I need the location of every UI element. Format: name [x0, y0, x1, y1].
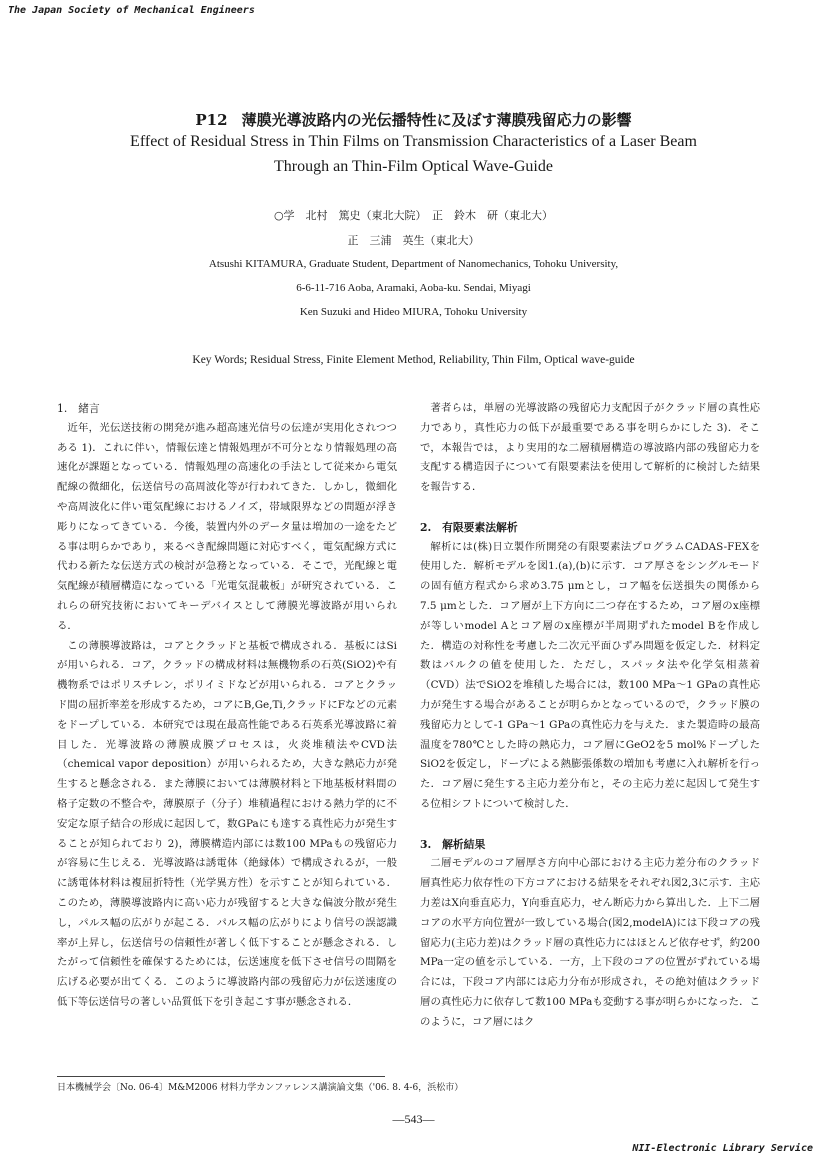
section-2-paragraph: 解析には(株)日立製作所開発の有限要素法プログラムCADAS-FEXを使用した．解析モデルを図1.(a),(b)に示す．コア厚さをシングルモードの固有値方程式から求め3.75 μmとし，コア幅を伝送損失の関係から7.5 μmとした．コア層が上下方向に二つ存在するため，コア層のx座標が等しいmodel Aとコア層のx座標が半周期ずれたmodel Bを作成した．構造の対称性を考慮した二次元平面ひずみ問題を仮定した．材料定数はバルクの値を使用した．ただし，スパッタ法や化学気相蒸着（CVD）法でSiO2を堆積した場合には，数100 MPa〜1 GPaの真性応力が発生する場合があることが明らかとなっているので，クラッド膜の残留応力として-1 GPa〜1 GPaの真性応力を与えた．また製造時の最高温度を780℃とした時の熱応力，コア層にGeO2を5 mol%ドープしたSiO2を仮定し，ドープによる熱膨張係数の増加も考慮に入れ解析を行った．コア層に発生する主応力差分布と，その主応力差に起因して発生する位相シフトについて検討した． — [420, 540, 760, 810]
right-column — [420, 399, 760, 1033]
section-1-paragraph-1: 近年，光伝送技術の開発が進み超高速光信号の伝達が実用化されつつある 1)．これに伴い，情報伝達と情報処理が不可分となり情報処理の高速化が課題となっている．情報処理の高速化の手法として従来から電気配線の微細化，伝送信号の高周波化等が行われてきた．しかし，微細化や高周波化に伴い電気配線におけるノイズ，帯域限界などの問題が浮き彫りになってきている．今後，装置内外のデータ量は増加の一途をたどる事は明らかであり，来るべき配線問題に対応すべく，電気配線方式に代わる新たな伝送方式の検討が急務となっている．そこで，光配線と電気配線が積層構造になっている「光電気混載板」が研究されている．これらの研究技術においてキーデバイスとして薄膜光導波路が用いられる． — [57, 421, 397, 632]
conference-footnote: 日本機械学会〔No. 06-4〕M&M2006 材料力学カンファレンス講演論文集（'06. 8. 4-6，浜松市） — [57, 1083, 464, 1093]
intro-continuation-paragraph: 著者らは，単層の光導波路の残留応力支配因子がクラッド層の真性応力であり，真性応力の低下が最重要である事を明らかにした 3)．そこで，本報告では，より実用的な二層積層構造の導波路内部の残留応力を支配する構造因子について有限要素法を使用して解析的に検討した結果を報告する． — [420, 402, 760, 494]
authors-jp-line1: ○学 北村 篤史（東北大院） 正 鈴木 研（東北大） — [273, 209, 554, 222]
section-3-paragraph: 二層モデルのコア層厚さ方向中心部における主応力差分布のクラッド層真性応力依存性の下方コアにおける結果をそれぞれ図2,3に示す．主応力差はX向垂直応力，Y向垂直応力，せん断応力から算出した．上下二層コアの水平方向位置が一致している場合(図2,modelA)には下段コアの残留応力(主応力差)はクラッド層の真性応力にはほとんど依存せず，約200 MPa一定の値を示している．一方，上下段のコアの位置がずれている場合には，下段コア内部には応力分布が形成され，その絶対値はクラッド層の真性応力に依存して数100 MPaも変動する事が明らかになった．このように，コア層にはク — [420, 857, 760, 1028]
section-2-heading: 2. 有限要素法解析 — [420, 520, 518, 534]
keywords: Key Words; Residual Stress, Finite Element Method, Reliability, Thin Film, Optical wave-guide — [192, 354, 635, 366]
title-english-line1: Effect of Residual Stress in Thin Films on Transmission Characteristics of a Laser Beam — [130, 133, 697, 150]
footnote-rule — [57, 1076, 385, 1077]
title-english-line2: Through an Thin-Film Optical Wave-Guide — [274, 158, 553, 175]
section-1-paragraph-2: この薄膜導波路は，コアとクラッドと基板で構成される．基板にはSiが用いられる．コア，クラッドの構成材料は無機物系の石英(SiO2)や有機物系ではポリスチレン，ポリイミドなどが用いられる．コアとクラッド間の屈折率差を形成するため，コアにB,Ge,Ti,クラッドにFなどの元素をドープしている．本研究では現在最高性能である石英系光導波路に着目した．光導波路の薄膜成膜プロセスは，火炎堆積法やCVD法（chemical vapor deposition）が用いられるため，大きな熱応力が発生すると懸念される．また薄膜においては薄膜材料と下地基板材料間の格子定数の不整合や，薄膜原子（分子）堆積過程における熱力学的に不安定な原子結合の形成に起因して，数GPaにも達する真性応力が発生することが知られており 2)，薄膜構造内部には数100 MPaもの残留応力が容易に生じえる．光導波路は誘電体（絶縁体）で構成されるが，一般に誘電体材料は複屈折特性（光学異方性）を示すことが知られている．このため，薄膜導波路内に高い応力が残留すると大きな偏波分散が発生し，パルス幅の広がりが起こる．パルス幅の広がりにより信号の誤認識率が上昇し，伝送信号の信頼性が著しく低下することが懸念される．したがって信頼性を確保するためには，伝送速度を低下させ信号の間隔を広げる必要が出てくる．このように導波路内部の残留応力が伝送速度の低下等伝送信号の著しい品質低下を引き起こす事が懸念される． — [57, 639, 397, 1008]
page-number: —543— — [392, 1112, 435, 1126]
left-column — [57, 399, 397, 1013]
society-header: The Japan Society of Mechanical Engineers — [8, 5, 255, 16]
affiliation-line3: Ken Suzuki and Hideo MIURA, Tohoku University — [299, 306, 528, 318]
section-1-heading: 1. 緒言 — [57, 402, 100, 415]
title-japanese — [0, 109, 827, 130]
title-jp-text: 薄膜光導波路内の光伝播特性に及ぼす薄膜残留応力の影響 — [241, 111, 632, 129]
library-service-footer: NII-Electronic Library Service — [632, 1143, 813, 1154]
affiliation-line1: Atsushi KITAMURA, Graduate Student, Department of Nanomechanics, Tohoku University, — [208, 258, 619, 270]
paper-code: P12 — [195, 111, 228, 129]
affiliation-line2: 6-6-11-716 Aoba, Aramaki, Aoba-ku. Sendai, Miyagi — [296, 282, 531, 294]
authors-jp-line2: 正 三浦 英生（東北大） — [347, 234, 480, 247]
section-3-heading: 3. 解析結果 — [420, 837, 486, 851]
